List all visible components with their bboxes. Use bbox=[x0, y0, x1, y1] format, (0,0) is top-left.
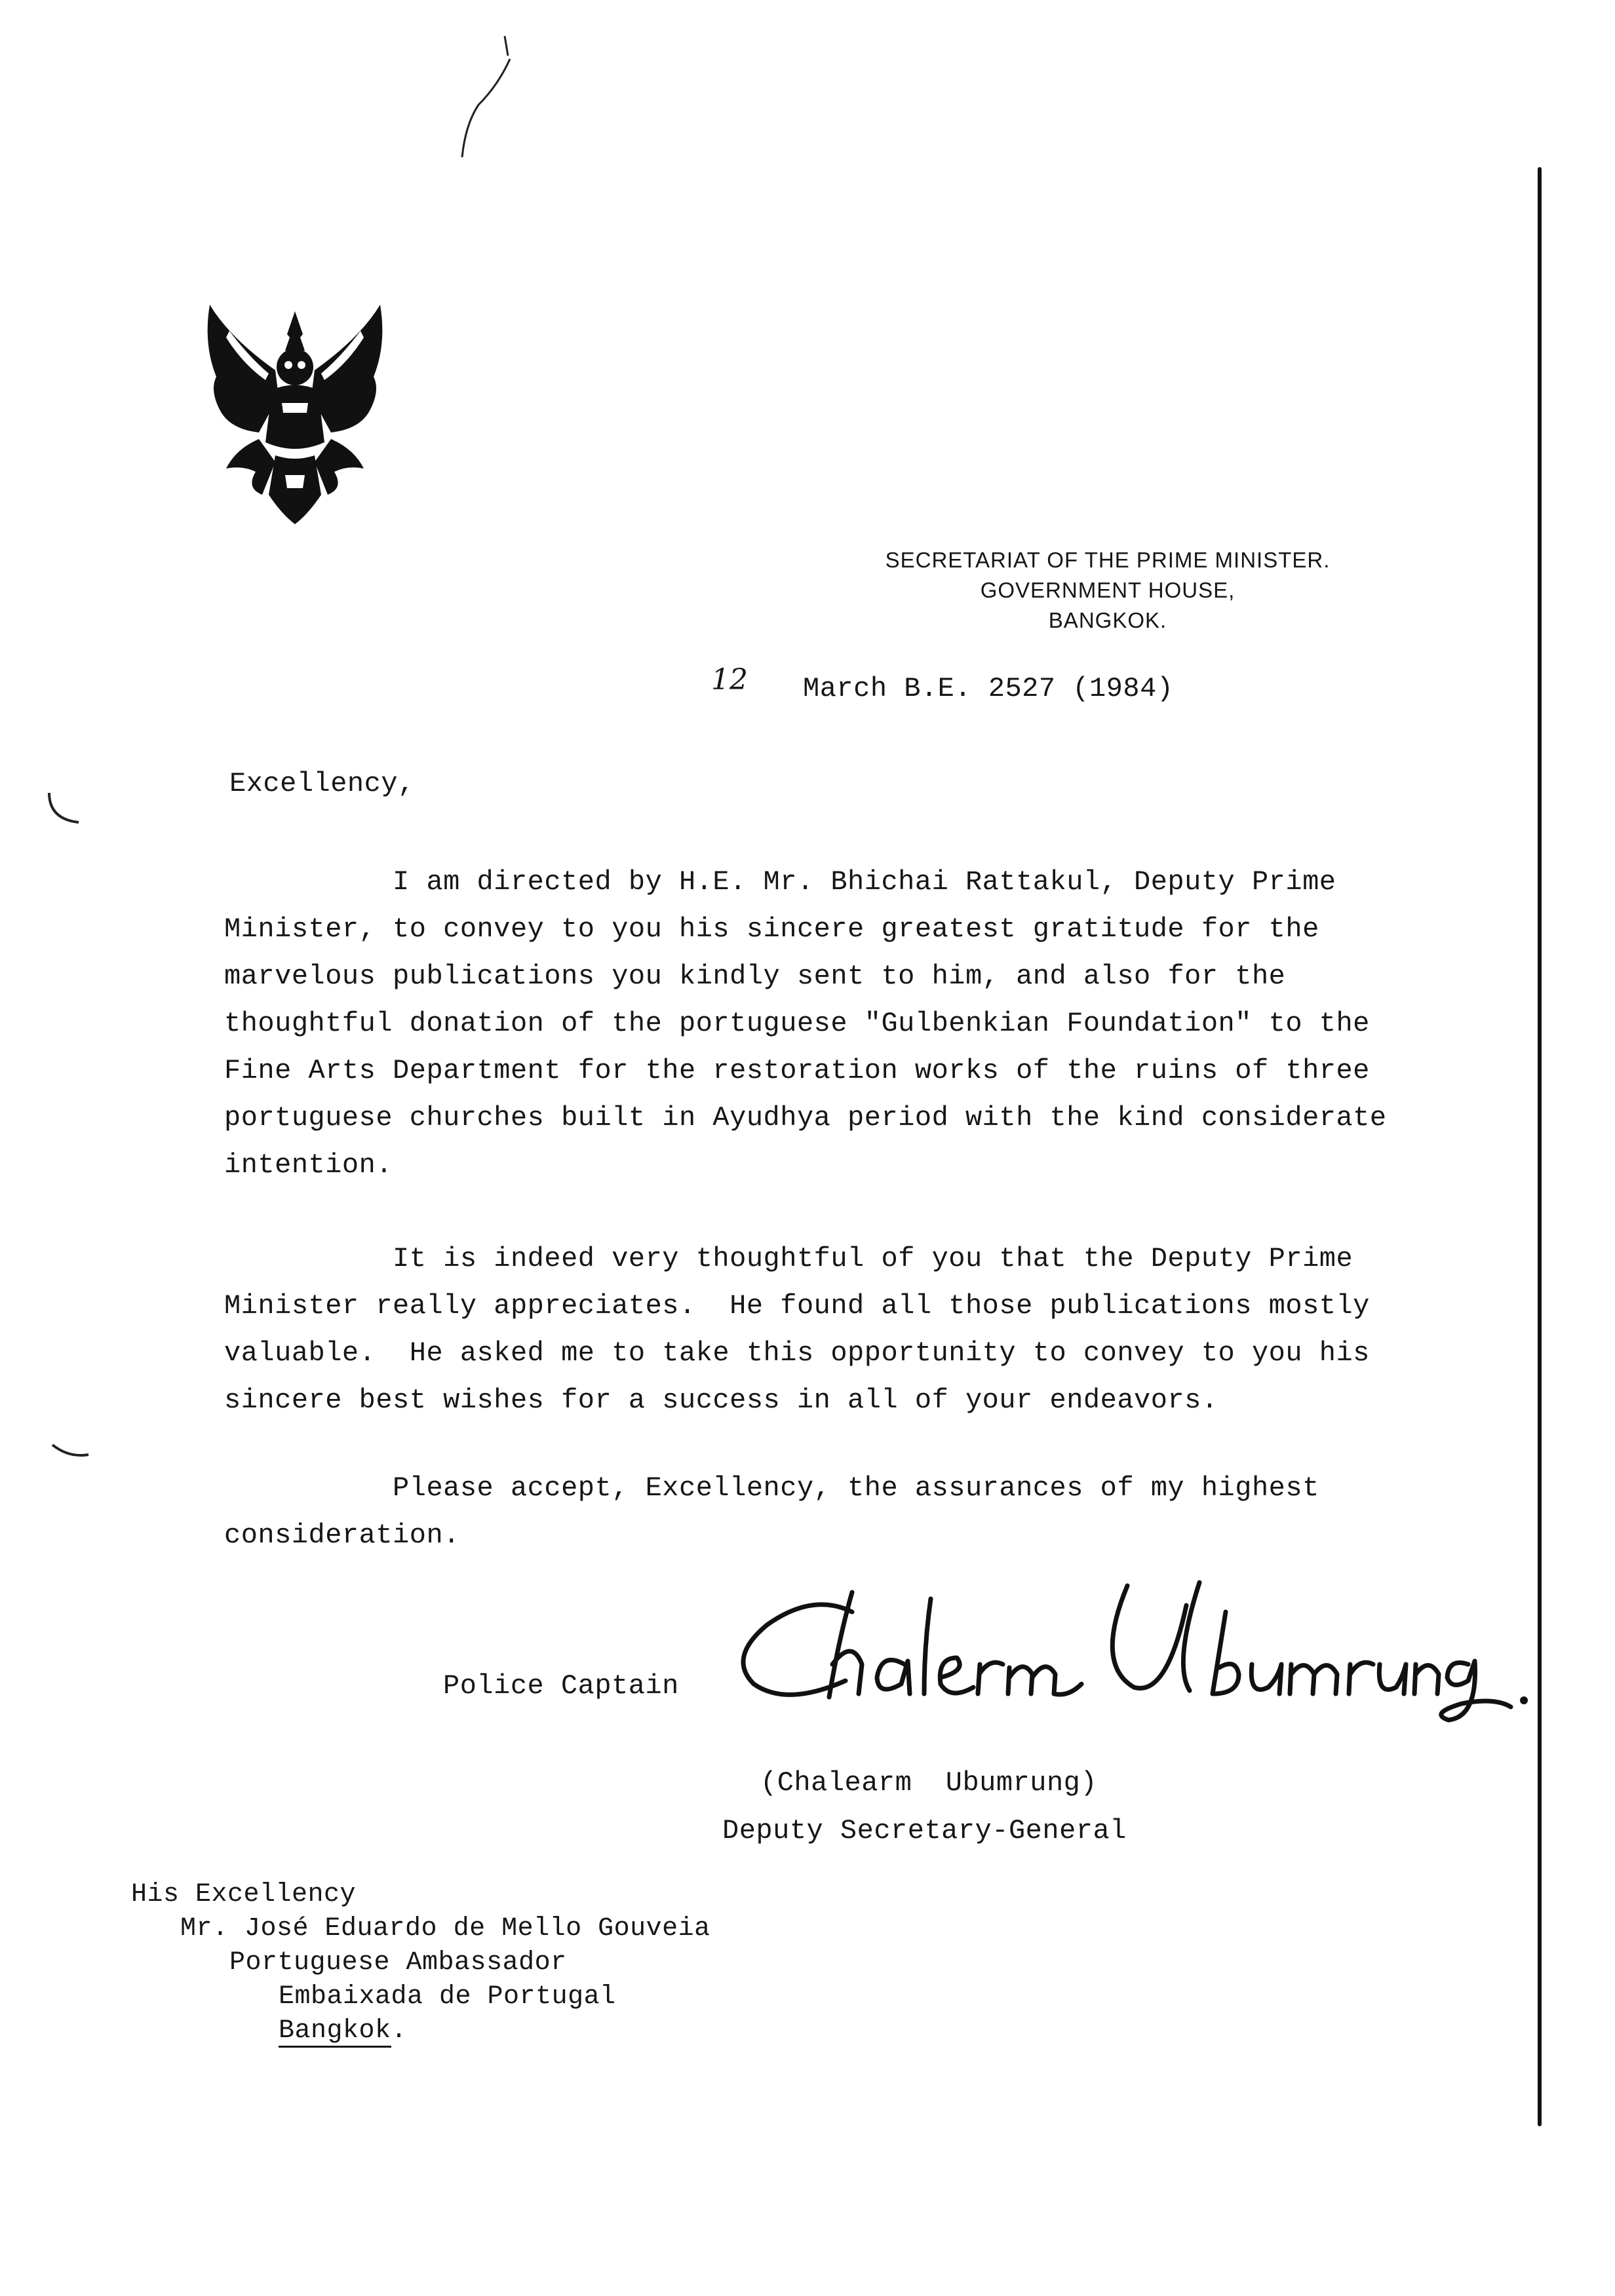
paragraph-line: portuguese churches built in Ayudhya period with the kind considerate bbox=[224, 1102, 1387, 1134]
addressee-line-4: Embaixada de Portugal bbox=[279, 1982, 616, 2012]
paragraph-line: Minister, to convey to you his sincere greatest gratitude for the bbox=[224, 913, 1319, 945]
date-day-handwritten: 12 bbox=[711, 663, 748, 697]
paragraph-line: sincere best wishes for a success in all of your endeavors. bbox=[224, 1385, 1218, 1416]
garuda-emblem bbox=[190, 298, 400, 527]
letterhead-line-1: SECRETARIAT OF THE PRIME MINISTER. bbox=[885, 548, 1331, 572]
letterhead bbox=[852, 545, 1363, 636]
addressee-block bbox=[131, 1878, 710, 2048]
addressee-line-5 bbox=[131, 2014, 710, 2048]
handwritten-signature bbox=[714, 1566, 1534, 1730]
paragraph-line: thoughtful donation of the portuguese "Gulbenkian Foundation" to the bbox=[224, 1008, 1370, 1039]
scan-mark-top bbox=[426, 26, 544, 170]
signoff-rank: Police Captain bbox=[443, 1670, 679, 1702]
addressee-city: Bangkok bbox=[279, 2016, 391, 2048]
body-paragraph-1 bbox=[224, 858, 1387, 1189]
paragraph-line: valuable. He asked me to take this opportunity to convey to you his bbox=[224, 1337, 1370, 1369]
paragraph-line: Please accept, Excellency, the assurances of my highest bbox=[224, 1472, 1319, 1504]
signer-title: Deputy Secretary-General bbox=[722, 1815, 1127, 1846]
paragraph-line: Minister really appreciates. He found all those publications mostly bbox=[224, 1290, 1370, 1322]
paragraph-line: I am directed by H.E. Mr. Bhichai Rattakul, Deputy Prime bbox=[224, 866, 1336, 898]
addressee-city-suffix: . bbox=[391, 2016, 408, 2046]
body-paragraph-3 bbox=[224, 1464, 1365, 1559]
paragraph-line: Fine Arts Department for the restoration works of the ruins of three bbox=[224, 1055, 1370, 1086]
letterhead-line-2: GOVERNMENT HOUSE, bbox=[980, 578, 1236, 602]
letterhead-line-3: BANGKOK. bbox=[1048, 608, 1167, 632]
paragraph-line: marvelous publications you kindly sent to him, and also for the bbox=[224, 961, 1286, 992]
scan-edge-line bbox=[1538, 167, 1542, 2126]
addressee-line-2: Mr. José Eduardo de Mello Gouveia bbox=[180, 1914, 710, 1943]
addressee-line-1: His Excellency bbox=[131, 1880, 357, 1909]
paragraph-line: intention. bbox=[224, 1149, 393, 1181]
salutation: Excellency, bbox=[229, 768, 415, 799]
addressee-line-3: Portuguese Ambassador bbox=[229, 1948, 567, 1978]
paragraph-line: It is indeed very thoughtful of you that the Deputy Prime bbox=[224, 1243, 1353, 1274]
scan-mark-left-2 bbox=[46, 1438, 98, 1464]
signer-name: (Chalearm Ubumrung) bbox=[760, 1767, 1098, 1799]
body-paragraph-2 bbox=[224, 1235, 1370, 1424]
paragraph-line: consideration. bbox=[224, 1520, 460, 1551]
signature-text: Chalearm Ubumrung. bbox=[714, 1566, 720, 1567]
scan-mark-left-1 bbox=[39, 786, 92, 839]
date-text: March B.E. 2527 (1984) bbox=[803, 673, 1174, 704]
